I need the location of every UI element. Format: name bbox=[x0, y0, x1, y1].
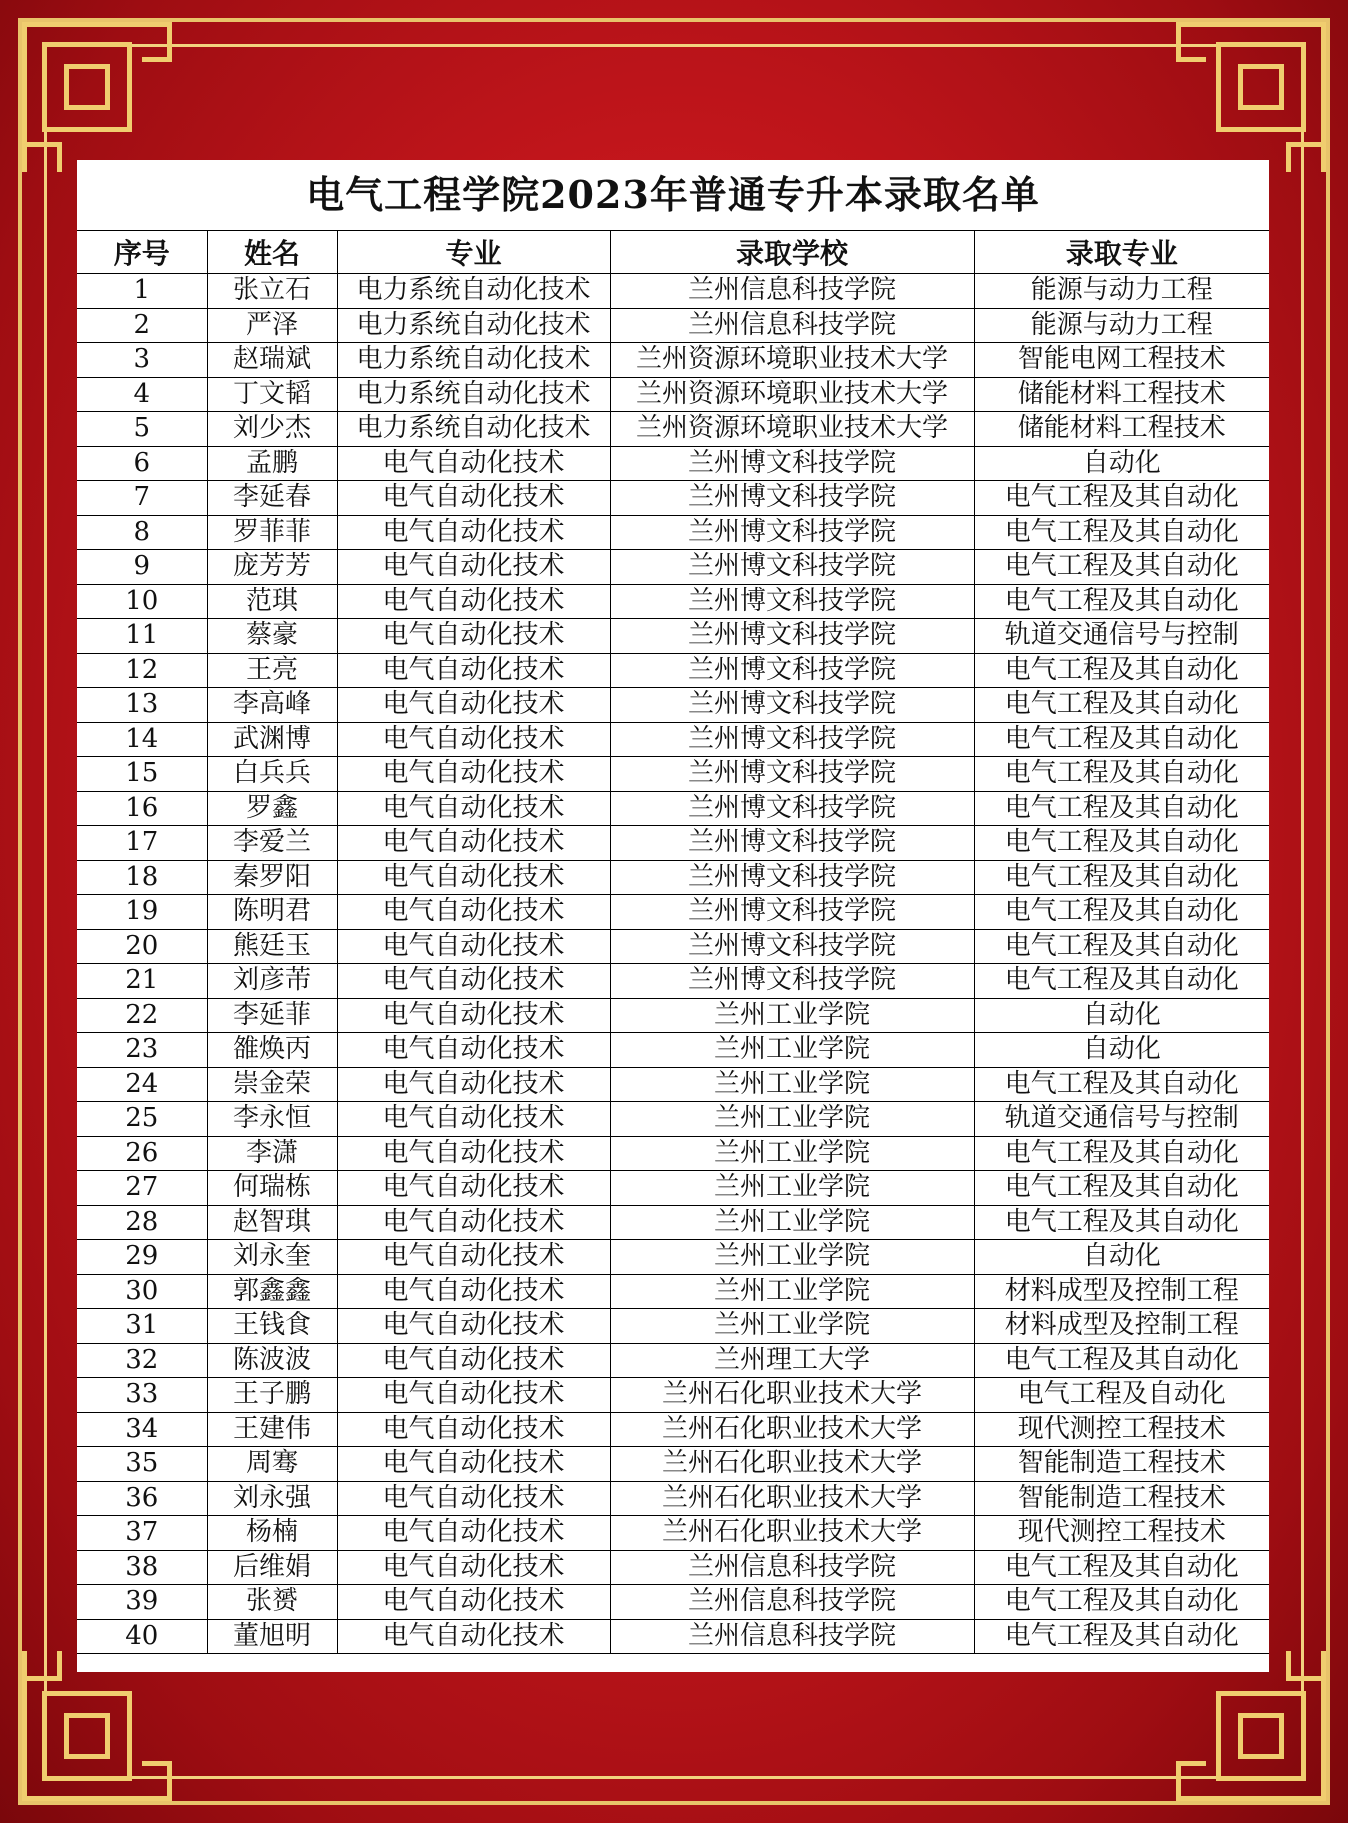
cell-index: 27 bbox=[77, 1171, 207, 1206]
table-row bbox=[77, 1171, 1269, 1206]
cell-admitted-major: 电气工程及其自动化 bbox=[974, 722, 1269, 757]
cell-admitted-school: 兰州博文科技学院 bbox=[610, 860, 974, 895]
cell-admitted-school: 兰州博文科技学院 bbox=[610, 688, 974, 723]
cell-name: 罗菲菲 bbox=[207, 515, 337, 550]
table-row bbox=[77, 412, 1269, 447]
cell-admitted-school: 兰州石化职业技术大学 bbox=[610, 1481, 974, 1516]
cell-admitted-major: 电气工程及其自动化 bbox=[974, 1171, 1269, 1206]
cell-name: 李潇 bbox=[207, 1136, 337, 1171]
table-row bbox=[77, 1412, 1269, 1447]
cell-admitted-major: 电气工程及其自动化 bbox=[974, 826, 1269, 861]
cell-admitted-major: 电气工程及其自动化 bbox=[974, 653, 1269, 688]
cell-name: 秦罗阳 bbox=[207, 860, 337, 895]
table-body bbox=[77, 274, 1269, 1654]
cell-index: 40 bbox=[77, 1619, 207, 1654]
table-row bbox=[77, 1102, 1269, 1137]
cell-admitted-school: 兰州博文科技学院 bbox=[610, 619, 974, 654]
cell-major: 电气自动化技术 bbox=[337, 619, 610, 654]
cell-name: 李永恒 bbox=[207, 1102, 337, 1137]
cell-index: 29 bbox=[77, 1240, 207, 1275]
cell-admitted-major: 储能材料工程技术 bbox=[974, 377, 1269, 412]
cell-name: 张赟 bbox=[207, 1585, 337, 1620]
fret-corner-ornament bbox=[22, 1651, 172, 1801]
cell-admitted-school: 兰州信息科技学院 bbox=[610, 274, 974, 309]
table-row bbox=[77, 1378, 1269, 1413]
cell-name: 王建伟 bbox=[207, 1412, 337, 1447]
cell-name: 武渊博 bbox=[207, 722, 337, 757]
cell-name: 张立石 bbox=[207, 274, 337, 309]
cell-name: 李高峰 bbox=[207, 688, 337, 723]
cell-admitted-major: 电气工程及其自动化 bbox=[974, 1343, 1269, 1378]
cell-admitted-major: 电气工程及其自动化 bbox=[974, 1205, 1269, 1240]
table-row bbox=[77, 481, 1269, 516]
cell-index: 19 bbox=[77, 895, 207, 930]
cell-index: 21 bbox=[77, 964, 207, 999]
cell-admitted-school: 兰州工业学院 bbox=[610, 998, 974, 1033]
table-row bbox=[77, 377, 1269, 412]
cell-index: 33 bbox=[77, 1378, 207, 1413]
cell-index: 30 bbox=[77, 1274, 207, 1309]
cell-major: 电气自动化技术 bbox=[337, 515, 610, 550]
cell-name: 杨楠 bbox=[207, 1516, 337, 1551]
table-row bbox=[77, 274, 1269, 309]
cell-name: 郭鑫鑫 bbox=[207, 1274, 337, 1309]
cell-index: 3 bbox=[77, 343, 207, 378]
cell-index: 1 bbox=[77, 274, 207, 309]
cell-admitted-major: 自动化 bbox=[974, 998, 1269, 1033]
table-row bbox=[77, 515, 1269, 550]
cell-index: 9 bbox=[77, 550, 207, 585]
cell-admitted-school: 兰州工业学院 bbox=[610, 1205, 974, 1240]
table-row bbox=[77, 1447, 1269, 1482]
cell-admitted-school: 兰州工业学院 bbox=[610, 1136, 974, 1171]
table-row bbox=[77, 1619, 1269, 1654]
cell-admitted-major: 电气工程及其自动化 bbox=[974, 1619, 1269, 1654]
cell-admitted-major: 电气工程及其自动化 bbox=[974, 1550, 1269, 1585]
cell-major: 电气自动化技术 bbox=[337, 1550, 610, 1585]
cell-major: 电气自动化技术 bbox=[337, 1102, 610, 1137]
table-row bbox=[77, 584, 1269, 619]
cell-admitted-major: 轨道交通信号与控制 bbox=[974, 619, 1269, 654]
cell-index: 37 bbox=[77, 1516, 207, 1551]
cell-name: 王钱食 bbox=[207, 1309, 337, 1344]
cell-name: 熊廷玉 bbox=[207, 929, 337, 964]
cell-admitted-major: 电气工程及其自动化 bbox=[974, 584, 1269, 619]
cell-index: 17 bbox=[77, 826, 207, 861]
cell-name: 刘永强 bbox=[207, 1481, 337, 1516]
cell-major: 电气自动化技术 bbox=[337, 1240, 610, 1275]
cell-index: 6 bbox=[77, 446, 207, 481]
cell-admitted-major: 材料成型及控制工程 bbox=[974, 1274, 1269, 1309]
cell-index: 11 bbox=[77, 619, 207, 654]
cell-major: 电气自动化技术 bbox=[337, 1309, 610, 1344]
cell-major: 电气自动化技术 bbox=[337, 757, 610, 792]
cell-admitted-school: 兰州信息科技学院 bbox=[610, 1550, 974, 1585]
table-row bbox=[77, 929, 1269, 964]
cell-major: 电气自动化技术 bbox=[337, 688, 610, 723]
cell-admitted-school: 兰州资源环境职业技术大学 bbox=[610, 343, 974, 378]
table-row bbox=[77, 619, 1269, 654]
header-admitted-major: 录取专业 bbox=[974, 231, 1269, 274]
cell-admitted-school: 兰州博文科技学院 bbox=[610, 895, 974, 930]
cell-admitted-major: 电气工程及其自动化 bbox=[974, 1585, 1269, 1620]
cell-admitted-school: 兰州石化职业技术大学 bbox=[610, 1447, 974, 1482]
cell-name: 严泽 bbox=[207, 308, 337, 343]
cell-admitted-school: 兰州工业学院 bbox=[610, 1033, 974, 1068]
cell-admitted-school: 兰州博文科技学院 bbox=[610, 722, 974, 757]
table-row bbox=[77, 1240, 1269, 1275]
cell-index: 15 bbox=[77, 757, 207, 792]
cell-major: 电气自动化技术 bbox=[337, 1619, 610, 1654]
cell-index: 2 bbox=[77, 308, 207, 343]
cell-admitted-school: 兰州博文科技学院 bbox=[610, 757, 974, 792]
table-row bbox=[77, 826, 1269, 861]
cell-name: 李延春 bbox=[207, 481, 337, 516]
admission-sheet bbox=[77, 160, 1269, 1672]
table-row bbox=[77, 1205, 1269, 1240]
cell-admitted-major: 智能电网工程技术 bbox=[974, 343, 1269, 378]
cell-admitted-school: 兰州工业学院 bbox=[610, 1309, 974, 1344]
table-row bbox=[77, 688, 1269, 723]
cell-name: 丁文韬 bbox=[207, 377, 337, 412]
cell-index: 22 bbox=[77, 998, 207, 1033]
cell-major: 电气自动化技术 bbox=[337, 998, 610, 1033]
cell-major: 电气自动化技术 bbox=[337, 1067, 610, 1102]
cell-index: 36 bbox=[77, 1481, 207, 1516]
cell-name: 孟鹏 bbox=[207, 446, 337, 481]
fret-corner-ornament bbox=[22, 22, 172, 172]
cell-admitted-school: 兰州工业学院 bbox=[610, 1067, 974, 1102]
cell-admitted-school: 兰州信息科技学院 bbox=[610, 1619, 974, 1654]
cell-admitted-major: 电气工程及其自动化 bbox=[974, 860, 1269, 895]
cell-index: 10 bbox=[77, 584, 207, 619]
cell-admitted-major: 智能制造工程技术 bbox=[974, 1447, 1269, 1482]
cell-admitted-school: 兰州工业学院 bbox=[610, 1171, 974, 1206]
table-row bbox=[77, 1033, 1269, 1068]
cell-major: 电气自动化技术 bbox=[337, 446, 610, 481]
cell-index: 7 bbox=[77, 481, 207, 516]
table-row bbox=[77, 1550, 1269, 1585]
cell-major: 电气自动化技术 bbox=[337, 1343, 610, 1378]
cell-admitted-school: 兰州博文科技学院 bbox=[610, 653, 974, 688]
cell-major: 电力系统自动化技术 bbox=[337, 308, 610, 343]
cell-name: 王亮 bbox=[207, 653, 337, 688]
cell-admitted-school: 兰州工业学院 bbox=[610, 1240, 974, 1275]
table-header-row bbox=[77, 231, 1269, 274]
table-row bbox=[77, 895, 1269, 930]
table-row bbox=[77, 1516, 1269, 1551]
cell-major: 电气自动化技术 bbox=[337, 722, 610, 757]
cell-admitted-major: 智能制造工程技术 bbox=[974, 1481, 1269, 1516]
cell-major: 电气自动化技术 bbox=[337, 1412, 610, 1447]
cell-name: 崇金荣 bbox=[207, 1067, 337, 1102]
cell-admitted-school: 兰州信息科技学院 bbox=[610, 308, 974, 343]
cell-index: 14 bbox=[77, 722, 207, 757]
cell-major: 电气自动化技术 bbox=[337, 481, 610, 516]
cell-major: 电气自动化技术 bbox=[337, 1033, 610, 1068]
cell-admitted-school: 兰州博文科技学院 bbox=[610, 446, 974, 481]
cell-name: 何瑞栋 bbox=[207, 1171, 337, 1206]
table-row bbox=[77, 791, 1269, 826]
cell-major: 电气自动化技术 bbox=[337, 584, 610, 619]
cell-major: 电气自动化技术 bbox=[337, 1481, 610, 1516]
cell-name: 赵瑞斌 bbox=[207, 343, 337, 378]
cell-admitted-school: 兰州博文科技学院 bbox=[610, 481, 974, 516]
cell-admitted-school: 兰州博文科技学院 bbox=[610, 964, 974, 999]
table-row bbox=[77, 343, 1269, 378]
cell-major: 电气自动化技术 bbox=[337, 1274, 610, 1309]
cell-admitted-school: 兰州石化职业技术大学 bbox=[610, 1516, 974, 1551]
cell-major: 电气自动化技术 bbox=[337, 860, 610, 895]
cell-admitted-major: 电气工程及其自动化 bbox=[974, 895, 1269, 930]
cell-admitted-major: 轨道交通信号与控制 bbox=[974, 1102, 1269, 1137]
cell-major: 电气自动化技术 bbox=[337, 1378, 610, 1413]
cell-index: 16 bbox=[77, 791, 207, 826]
header-major: 专业 bbox=[337, 231, 610, 274]
cell-admitted-major: 电气工程及其自动化 bbox=[974, 757, 1269, 792]
cell-admitted-major: 自动化 bbox=[974, 1240, 1269, 1275]
cell-admitted-major: 电气工程及其自动化 bbox=[974, 481, 1269, 516]
cell-admitted-major: 现代测控工程技术 bbox=[974, 1516, 1269, 1551]
header-admitted-school: 录取学校 bbox=[610, 231, 974, 274]
cell-admitted-major: 储能材料工程技术 bbox=[974, 412, 1269, 447]
cell-index: 13 bbox=[77, 688, 207, 723]
cell-admitted-major: 现代测控工程技术 bbox=[974, 1412, 1269, 1447]
cell-index: 4 bbox=[77, 377, 207, 412]
table-row bbox=[77, 653, 1269, 688]
cell-admitted-school: 兰州博文科技学院 bbox=[610, 791, 974, 826]
cell-name: 白兵兵 bbox=[207, 757, 337, 792]
table-row bbox=[77, 757, 1269, 792]
cell-major: 电气自动化技术 bbox=[337, 791, 610, 826]
cell-name: 后维娟 bbox=[207, 1550, 337, 1585]
cell-name: 陈波波 bbox=[207, 1343, 337, 1378]
cell-name: 李爱兰 bbox=[207, 826, 337, 861]
cell-admitted-major: 电气工程及其自动化 bbox=[974, 964, 1269, 999]
cell-major: 电气自动化技术 bbox=[337, 964, 610, 999]
cell-admitted-school: 兰州博文科技学院 bbox=[610, 550, 974, 585]
cell-major: 电气自动化技术 bbox=[337, 1136, 610, 1171]
fret-corner-ornament bbox=[1176, 22, 1326, 172]
cell-index: 5 bbox=[77, 412, 207, 447]
cell-admitted-school: 兰州博文科技学院 bbox=[610, 515, 974, 550]
cell-major: 电气自动化技术 bbox=[337, 1447, 610, 1482]
cell-name: 赵智琪 bbox=[207, 1205, 337, 1240]
cell-name: 庞芳芳 bbox=[207, 550, 337, 585]
cell-index: 32 bbox=[77, 1343, 207, 1378]
cell-major: 电气自动化技术 bbox=[337, 1516, 610, 1551]
cell-admitted-school: 兰州信息科技学院 bbox=[610, 1585, 974, 1620]
table-row bbox=[77, 1309, 1269, 1344]
cell-index: 8 bbox=[77, 515, 207, 550]
cell-admitted-school: 兰州资源环境职业技术大学 bbox=[610, 377, 974, 412]
table-row bbox=[77, 1343, 1269, 1378]
cell-name: 范琪 bbox=[207, 584, 337, 619]
cell-admitted-major: 能源与动力工程 bbox=[974, 308, 1269, 343]
table-row bbox=[77, 550, 1269, 585]
table-row bbox=[77, 308, 1269, 343]
cell-major: 电力系统自动化技术 bbox=[337, 377, 610, 412]
cell-major: 电气自动化技术 bbox=[337, 1585, 610, 1620]
cell-major: 电气自动化技术 bbox=[337, 826, 610, 861]
cell-admitted-major: 自动化 bbox=[974, 1033, 1269, 1068]
cell-index: 31 bbox=[77, 1309, 207, 1344]
cell-index: 12 bbox=[77, 653, 207, 688]
table-row bbox=[77, 998, 1269, 1033]
cell-major: 电力系统自动化技术 bbox=[337, 412, 610, 447]
cell-name: 雒焕丙 bbox=[207, 1033, 337, 1068]
cell-admitted-school: 兰州博文科技学院 bbox=[610, 929, 974, 964]
table-row bbox=[77, 1136, 1269, 1171]
cell-index: 35 bbox=[77, 1447, 207, 1482]
cell-admitted-major: 能源与动力工程 bbox=[974, 274, 1269, 309]
cell-admitted-school: 兰州工业学院 bbox=[610, 1102, 974, 1137]
cell-admitted-major: 电气工程及其自动化 bbox=[974, 1136, 1269, 1171]
document-title: 电气工程学院2023年普通专升本录取名单 bbox=[77, 160, 1269, 231]
cell-name: 王子鹏 bbox=[207, 1378, 337, 1413]
table-row bbox=[77, 446, 1269, 481]
cell-admitted-school: 兰州理工大学 bbox=[610, 1343, 974, 1378]
cell-index: 20 bbox=[77, 929, 207, 964]
cell-index: 38 bbox=[77, 1550, 207, 1585]
cell-admitted-major: 电气工程及自动化 bbox=[974, 1378, 1269, 1413]
cell-admitted-major: 电气工程及其自动化 bbox=[974, 688, 1269, 723]
cell-index: 39 bbox=[77, 1585, 207, 1620]
table-row bbox=[77, 860, 1269, 895]
cell-name: 周骞 bbox=[207, 1447, 337, 1482]
table-row bbox=[77, 1481, 1269, 1516]
cell-admitted-major: 电气工程及其自动化 bbox=[974, 929, 1269, 964]
cell-admitted-major: 自动化 bbox=[974, 446, 1269, 481]
cell-major: 电气自动化技术 bbox=[337, 550, 610, 585]
cell-admitted-major: 电气工程及其自动化 bbox=[974, 515, 1269, 550]
cell-major: 电力系统自动化技术 bbox=[337, 274, 610, 309]
admission-table bbox=[77, 231, 1269, 1654]
cell-admitted-school: 兰州石化职业技术大学 bbox=[610, 1412, 974, 1447]
cell-name: 董旭明 bbox=[207, 1619, 337, 1654]
cell-major: 电力系统自动化技术 bbox=[337, 343, 610, 378]
cell-admitted-school: 兰州石化职业技术大学 bbox=[610, 1378, 974, 1413]
cell-index: 28 bbox=[77, 1205, 207, 1240]
cell-name: 刘永奎 bbox=[207, 1240, 337, 1275]
cell-name: 陈明君 bbox=[207, 895, 337, 930]
cell-admitted-major: 电气工程及其自动化 bbox=[974, 550, 1269, 585]
cell-name: 刘少杰 bbox=[207, 412, 337, 447]
table-row bbox=[77, 722, 1269, 757]
cell-admitted-school: 兰州资源环境职业技术大学 bbox=[610, 412, 974, 447]
cell-major: 电气自动化技术 bbox=[337, 653, 610, 688]
cell-admitted-major: 电气工程及其自动化 bbox=[974, 791, 1269, 826]
fret-corner-ornament bbox=[1176, 1651, 1326, 1801]
header-name: 姓名 bbox=[207, 231, 337, 274]
cell-index: 25 bbox=[77, 1102, 207, 1137]
cell-admitted-major: 材料成型及控制工程 bbox=[974, 1309, 1269, 1344]
cell-name: 刘彦芾 bbox=[207, 964, 337, 999]
cell-index: 26 bbox=[77, 1136, 207, 1171]
cell-index: 34 bbox=[77, 1412, 207, 1447]
table-row bbox=[77, 1274, 1269, 1309]
cell-name: 蔡豪 bbox=[207, 619, 337, 654]
cell-major: 电气自动化技术 bbox=[337, 929, 610, 964]
cell-major: 电气自动化技术 bbox=[337, 1171, 610, 1206]
cell-major: 电气自动化技术 bbox=[337, 1205, 610, 1240]
cell-admitted-school: 兰州博文科技学院 bbox=[610, 826, 974, 861]
table-row bbox=[77, 1585, 1269, 1620]
table-row bbox=[77, 1067, 1269, 1102]
table-row bbox=[77, 964, 1269, 999]
header-index: 序号 bbox=[77, 231, 207, 274]
cell-index: 24 bbox=[77, 1067, 207, 1102]
cell-admitted-school: 兰州博文科技学院 bbox=[610, 584, 974, 619]
cell-major: 电气自动化技术 bbox=[337, 895, 610, 930]
cell-name: 罗鑫 bbox=[207, 791, 337, 826]
cell-name: 李延菲 bbox=[207, 998, 337, 1033]
cell-index: 23 bbox=[77, 1033, 207, 1068]
cell-admitted-major: 电气工程及其自动化 bbox=[974, 1067, 1269, 1102]
cell-index: 18 bbox=[77, 860, 207, 895]
cell-admitted-school: 兰州工业学院 bbox=[610, 1274, 974, 1309]
